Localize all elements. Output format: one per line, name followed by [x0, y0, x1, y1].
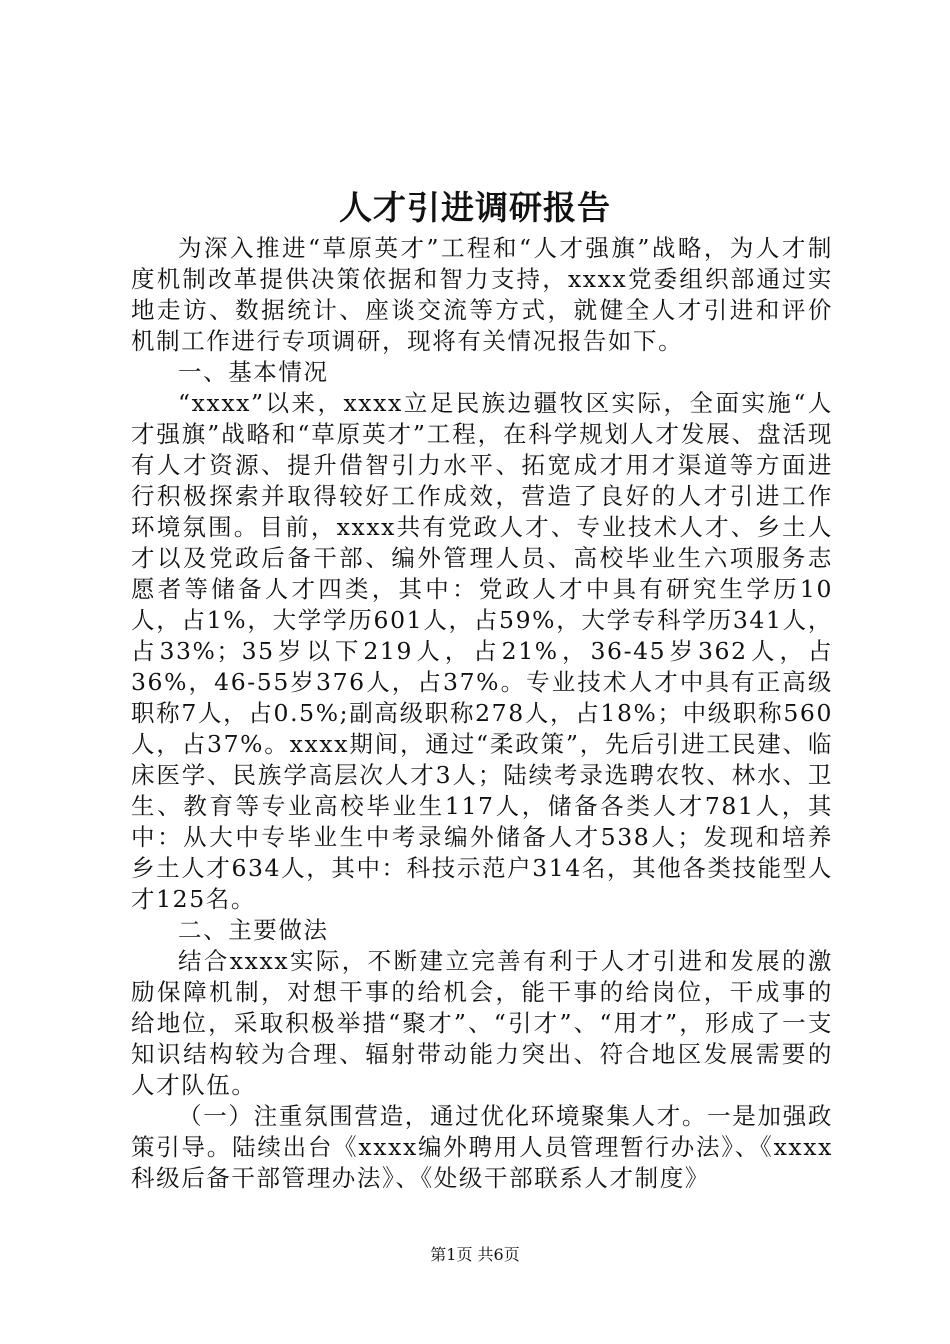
section-heading-main-practices: 二、主要做法 — [178, 916, 329, 944]
basic-situation-paragraph: “xxxx”以来，xxxx立足民族边疆牧区实际，全面实施“人才强旗”战略和“草原英才”工程，在科学规划人才发展、盘活现有人才资源、提升借智引力水平、拓宽成才用才渠道等方面进行积极探索并取得较好工作成效，营造了良好的人才引进工作环境氛围。目前，xxxx共有党政人才、专业技术人才、乡土人才以及党政后备干部、编外管理人员、高校毕业生六项服务志愿者等储备人才四类，其中：党政人才中具有研究生学历10人，占1%，大学学历601人，占59%，大学专科学历341人，占33%；35岁以下219人，占21%，36-45岁362人，占36%，46-55岁376人，占37%。专业技术人才中具有正高级职称7人，占0.5%;副高级职称278人，占18%；中级职称560人，占37%。xxxx期间，通过“柔政策”，先后引进工民建、临床医学、民族学高层次人才3人；陆续考录选聘农牧、林水、卫生、教育等专业高校毕业生117人，储备各类人才781人，其中：从大中专毕业生中考录编外储备人才538人；发现和培养乡土人才634人，其中：科技示范户314名，其他各类技能型人才125名。 — [131, 389, 833, 913]
subsection-paragraph-1: （一）注重氛围营造，通过优化环境聚集人才。一是加强政策引导。陆续出台《xxxx编外聘用人员管理暂行办法》、《xxxx科级后备干部管理办法》、《处级干部联系人才制度》 — [131, 1102, 833, 1192]
intro-paragraph: 为深入推进“草原英才”工程和“人才强旗”战略，为人才制度机制改革提供决策依据和智力支持，xxxx党委组织部通过实地走访、数据统计、座谈交流等方式，就健全人才引进和评价机制工作进行专项调研，现将有关情况报告如下。 — [131, 234, 833, 355]
page-number-footer: 第1页 共6页 — [430, 1245, 520, 1264]
document-title: 人才引进调研报告 — [339, 188, 611, 227]
document-body — [131, 233, 833, 1194]
section-heading-basic-situation: 一、基本情况 — [178, 358, 329, 386]
main-practices-paragraph: 结合xxxx实际，不断建立完善有利于人才引进和发展的激励保障机制，对想干事的给机会，能干事的给岗位，干成事的给地位，采取积极举措“聚才”、“引才”、“用才”，形成了一支知识结构较为合理、辐射带动能力突出、符合地区发展需要的人才队伍。 — [131, 947, 833, 1099]
